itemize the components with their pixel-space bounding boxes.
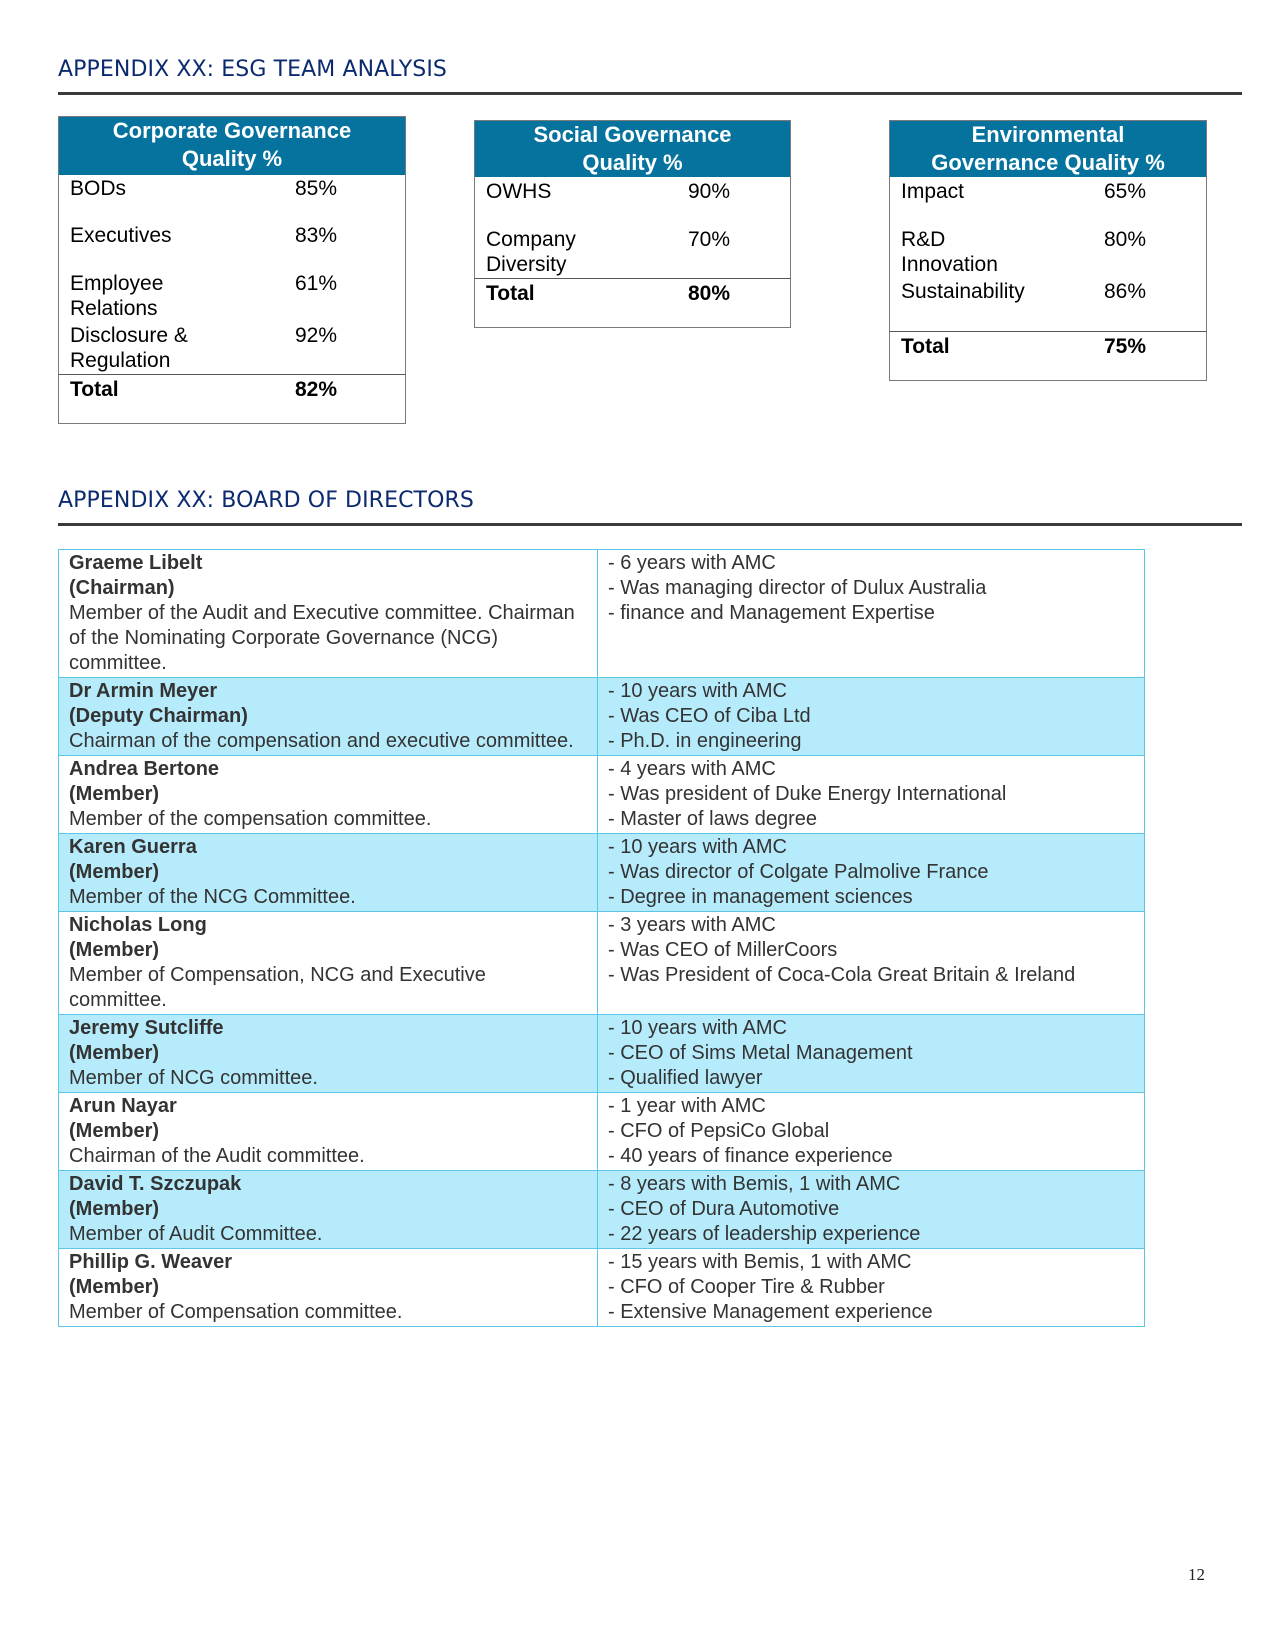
member-name: Jeremy Sutcliffe [69,1017,224,1039]
row-label: Sustainability [901,280,1025,303]
member-fact: - Master of laws degree [608,808,817,830]
member-fact: - 10 years with AMC [608,680,787,702]
board-member-info-cell [59,550,598,678]
member-name: Graeme Libelt [69,552,203,574]
row-label: OWHS [486,180,552,203]
board-member-row [59,1093,1145,1171]
member-committees: Member of Audit Committee. [69,1223,323,1245]
environmental-total-separator [890,331,1206,332]
environmental-governance-header: Environmental Governance Quality % [890,121,1206,177]
member-fact: - 3 years with AMC [608,914,776,936]
member-fact: - Degree in management sciences [608,886,913,908]
row-label: R&D Innovation [901,228,998,276]
total-value: 75% [1104,335,1147,358]
corporate-total-separator [59,374,405,375]
member-fact: - CFO of PepsiCo Global [608,1120,830,1142]
member-fact: - Qualified lawyer [608,1067,763,1089]
row-value: 80% [1104,228,1147,251]
member-fact: - Ph.D. in engineering [608,730,802,752]
member-fact: - 40 years of finance experience [608,1145,893,1167]
row-label: Impact [901,180,965,203]
board-member-info-cell [59,678,598,756]
row-label: BODs [70,177,127,200]
board-member-info-cell [59,912,598,1015]
total-label: Total [901,335,950,358]
social-governance-header: Social Governance Quality % [475,121,790,177]
member-role: (Member) [69,1276,160,1298]
board-member-info-cell [59,834,598,912]
member-committees: Member of Compensation committee. [69,1301,403,1323]
member-name: Dr Armin Meyer [69,680,218,702]
member-committees: Member of the Audit and Executive committee. Chairman of the Nominating Corporate Governance (NCG) committee. [69,602,575,674]
member-committees: Member of NCG committee. [69,1067,318,1089]
board-member-row [59,678,1145,756]
board-member-facts-cell [598,1015,1145,1093]
total-value: 80% [688,282,731,305]
board-member-row [59,1171,1145,1249]
environmental-governance-table [889,120,1207,381]
corporate-governance-table [58,116,406,424]
member-fact: - Was President of Coca-Cola Great Britain & Ireland [608,964,1076,986]
row-label: Employee Relations [70,272,164,320]
board-member-info-cell [59,756,598,834]
board-section-rule [58,523,1242,526]
board-member-info-cell [59,1171,598,1249]
member-name: Arun Nayar [69,1095,177,1117]
member-fact: - Was director of Colgate Palmolive France [608,861,989,883]
board-of-directors-table [58,549,1145,1327]
board-section-title: APPENDIX XX: BOARD OF DIRECTORS [58,488,474,513]
member-fact: - 22 years of leadership experience [608,1223,921,1245]
member-role: (Chairman) [69,577,175,599]
board-member-facts-cell [598,756,1145,834]
member-fact: - Was CEO of MillerCoors [608,939,838,961]
row-label: Company Diversity [486,228,576,276]
row-value: 83% [295,224,338,247]
board-member-info-cell [59,1249,598,1327]
board-member-facts-cell [598,678,1145,756]
total-label: Total [486,282,535,305]
member-committees: Member of the compensation committee. [69,808,432,830]
board-member-row [59,1015,1145,1093]
board-member-facts-cell [598,1249,1145,1327]
row-value: 61% [295,272,338,295]
row-value: 92% [295,324,338,347]
board-member-facts-cell [598,834,1145,912]
member-role: (Member) [69,783,160,805]
member-name: Andrea Bertone [69,758,220,780]
member-fact: - Was CEO of Ciba Ltd [608,705,811,727]
board-member-row [59,1249,1145,1327]
social-governance-table [474,120,791,328]
member-fact: - 15 years with Bemis, 1 with AMC [608,1251,912,1273]
member-fact: - 1 year with AMC [608,1095,766,1117]
row-value: 85% [295,177,338,200]
corporate-governance-header: Corporate Governance Quality % [59,117,405,175]
member-fact: - finance and Management Expertise [608,602,935,624]
member-committees: Chairman of the Audit committee. [69,1145,365,1167]
member-committees: Chairman of the compensation and executive committee. [69,730,574,752]
row-label: Disclosure & Regulation [70,324,188,372]
member-fact: - CFO of Cooper Tire & Rubber [608,1276,885,1298]
row-value: 86% [1104,280,1147,303]
total-value: 82% [295,378,338,401]
member-fact: - 10 years with AMC [608,1017,787,1039]
board-member-facts-cell [598,1093,1145,1171]
member-role: (Member) [69,1198,160,1220]
member-fact: - Extensive Management experience [608,1301,933,1323]
row-value: 90% [688,180,731,203]
member-role: (Member) [69,1042,160,1064]
member-role: (Member) [69,861,160,883]
board-member-facts-cell [598,912,1145,1015]
member-committees: Member of Compensation, NCG and Executive committee. [69,964,486,1011]
total-label: Total [70,378,119,401]
board-member-row [59,550,1145,678]
board-member-row [59,756,1145,834]
member-role: (Member) [69,1120,160,1142]
row-label: Executives [70,224,172,247]
member-name: Nicholas Long [69,914,207,936]
row-value: 70% [688,228,731,251]
row-value: 65% [1104,180,1147,203]
member-role: (Deputy Chairman) [69,705,248,727]
member-fact: - 10 years with AMC [608,836,787,858]
board-member-info-cell [59,1015,598,1093]
board-member-facts-cell [598,1171,1145,1249]
member-fact: - 6 years with AMC [608,552,776,574]
member-role: (Member) [69,939,160,961]
member-name: Phillip G. Weaver [69,1251,233,1273]
member-name: Karen Guerra [69,836,197,858]
member-fact: - Was managing director of Dulux Australia [608,577,987,599]
esg-section-rule [58,92,1242,95]
board-member-row [59,912,1145,1015]
member-fact: - Was president of Duke Energy International [608,783,1007,805]
member-committees: Member of the NCG Committee. [69,886,356,908]
member-fact: - 8 years with Bemis, 1 with AMC [608,1173,901,1195]
member-name: David T. Szczupak [69,1173,242,1195]
member-fact: - CEO of Sims Metal Management [608,1042,913,1064]
board-member-info-cell [59,1093,598,1171]
page-number: 12 [1188,1565,1205,1584]
board-member-facts-cell [598,550,1145,678]
social-total-separator [475,278,790,279]
member-fact: - 4 years with AMC [608,758,776,780]
member-fact: - CEO of Dura Automotive [608,1198,840,1220]
esg-section-title: APPENDIX XX: ESG TEAM ANALYSIS [58,57,447,82]
board-member-row [59,834,1145,912]
